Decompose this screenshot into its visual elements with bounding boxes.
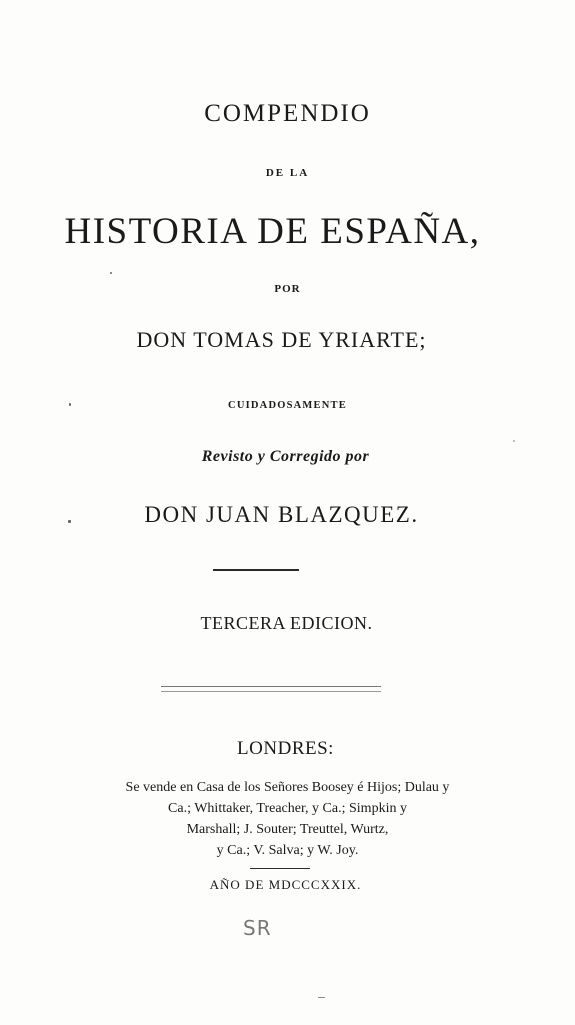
paper-speck: [318, 997, 325, 998]
revision-line-1: CUIDADOSAMENTE: [228, 400, 347, 411]
divider-double-top: [161, 686, 381, 687]
imprint-line: Ca.; Whittaker, Treacher, y Ca.; Simpkin y: [168, 801, 407, 816]
paper-speck: [513, 440, 515, 442]
handwritten-mark: SR: [243, 916, 272, 940]
paper-speck: [69, 403, 71, 406]
title-line-de-la: DE LA: [265, 167, 310, 179]
divider-double-bottom: [161, 691, 381, 692]
publication-year: AÑO DE MDCCCXXIX.: [209, 877, 362, 892]
city: LONDRES:: [237, 738, 334, 759]
divider-year: [250, 868, 310, 869]
imprint-line: y Ca.; V. Salva; y W. Joy.: [216, 843, 359, 858]
divider-short: [213, 569, 299, 571]
edition: TERCERA EDICION.: [200, 613, 373, 633]
revision-line-2: Revisto y Corregido por: [201, 448, 370, 465]
title-line-compendio: COMPENDIO: [204, 100, 371, 127]
reviser-name: DON JUAN BLAZQUEZ.: [144, 502, 419, 527]
author-prefix: POR: [274, 283, 301, 295]
paper-speck: [110, 272, 112, 274]
paper-speck: [68, 520, 71, 523]
imprint-line: Marshall; J. Souter; Treuttel, Wurtz,: [186, 822, 389, 837]
imprint-line: Se vende en Casa de los Señores Boosey é Hijos; Dulau y: [125, 780, 450, 795]
author-name: DON TOMAS DE YRIARTE;: [136, 327, 427, 352]
title-line-historia: HISTORIA DE ESPAÑA,: [64, 211, 481, 252]
